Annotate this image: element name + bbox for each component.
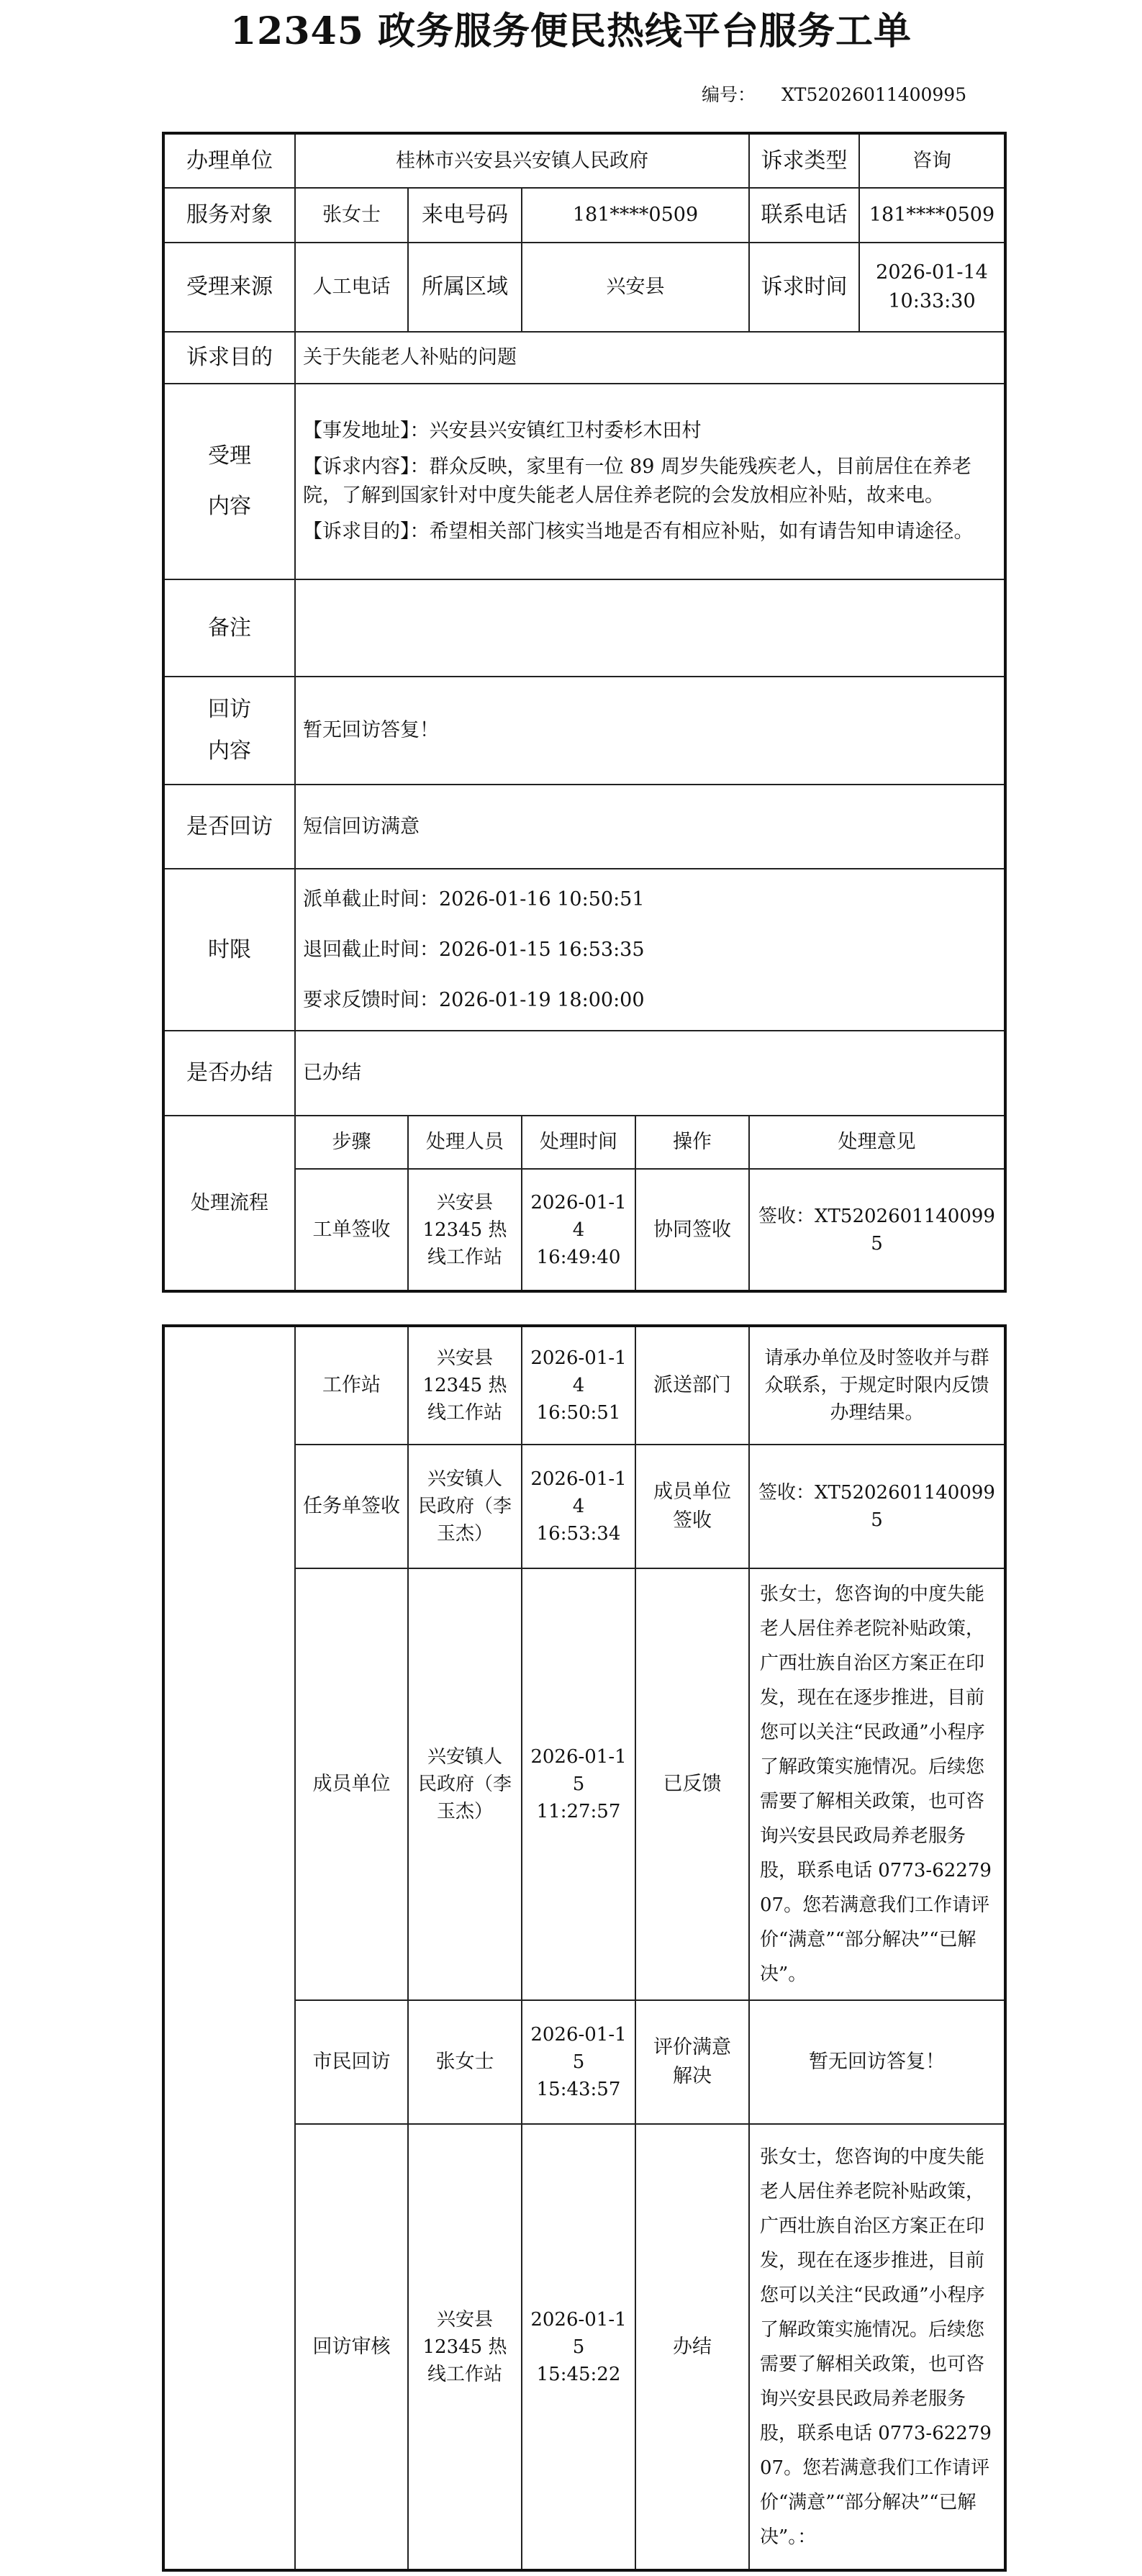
is-done-value: 已办结 — [295, 1031, 1005, 1116]
time-line: 5 — [572, 2051, 585, 2073]
time-line: 2026-01-1 — [530, 1347, 627, 1369]
process-header-person: 处理人员 — [408, 1116, 522, 1169]
area-label: 所属区域 — [408, 243, 522, 332]
person-line: 12345 热 — [422, 1219, 507, 1241]
feedback-deadline: 要求反馈时间：2026-01-19 18:00:00 — [303, 988, 645, 1011]
remark-label: 备注 — [163, 579, 295, 677]
process-person — [408, 1445, 522, 1568]
process-step: 任务单签收 — [295, 1445, 408, 1568]
page-title: 12345 政务服务便民热线平台服务工单 — [230, 9, 912, 53]
doc-number — [702, 81, 966, 109]
person-line: 兴安镇人 — [427, 1746, 502, 1768]
time-line: 16:50:51 — [536, 1402, 621, 1424]
source-label: 受理来源 — [163, 243, 295, 332]
content-address — [303, 417, 997, 446]
process-label-continued — [163, 1326, 295, 2570]
is-visit-value: 短信回访满意 — [295, 785, 1005, 869]
time-line: 5 — [572, 2336, 585, 2358]
unit-label: 办理单位 — [163, 133, 295, 188]
goal-tag: 【诉求目的】 — [303, 520, 410, 543]
person-line: 兴安县 — [436, 1347, 493, 1369]
person-line: 兴安县 — [436, 2308, 493, 2331]
process-person — [408, 1568, 522, 2000]
process-header-opinion: 处理意见 — [749, 1116, 1005, 1169]
action-line: 评价满意 — [653, 2036, 731, 2058]
visit-label — [163, 677, 295, 785]
visit-label-1: 回访 — [208, 697, 251, 722]
time-value-date: 2026-01-14 — [876, 261, 988, 284]
process-action — [635, 1445, 749, 1568]
target-value: 张女士 — [295, 188, 408, 243]
purpose-value: 关于失能老人补贴的问题 — [295, 332, 1005, 384]
process-header-step: 步骤 — [295, 1116, 408, 1169]
person-line: 玉杰） — [436, 1801, 493, 1822]
process-action: 派送部门 — [635, 1326, 749, 1445]
process-time — [522, 1169, 635, 1291]
person-line: 民政府（李 — [417, 1496, 512, 1517]
return-deadline: 退回截止时间：2026-01-15 16:53:35 — [303, 938, 645, 961]
content-detail — [303, 453, 997, 510]
process-opinion: 张女士，您咨询的中度失能老人居住养老院补贴政策，广西壮族自治区方案正在印发，现在在逐步推进，目前您可以关注“民政通”小程序了解政策实施情况。后续您需要了解相关政策，也可咨询兴安县民政局养老服务股，联系电话 0773-6227907。您若满意我们工作请评价“满意”“部分解决”“已解决”。 — [749, 1568, 1005, 2000]
content-label-2: 内容 — [208, 494, 251, 519]
process-action: 办结 — [635, 2124, 749, 2570]
time-line: 4 — [572, 1219, 585, 1241]
remark-value — [295, 579, 1005, 677]
time-value — [859, 243, 1005, 332]
time-value-time: 10:33:30 — [888, 290, 976, 312]
person-line: 线工作站 — [427, 2363, 502, 2385]
purpose-label: 诉求目的 — [163, 332, 295, 384]
process-time — [522, 1568, 635, 2000]
process-person — [408, 1326, 522, 1445]
process-step: 成员单位 — [295, 1568, 408, 2000]
process-step: 回访审核 — [295, 2124, 408, 2570]
process-action: 已反馈 — [635, 1568, 749, 2000]
type-label: 诉求类型 — [749, 133, 859, 188]
process-opinion: 张女士，您咨询的中度失能老人居住养老院补贴政策，广西壮族自治区方案正在印发，现在在逐步推进，目前您可以关注“民政通”小程序了解政策实施情况。后续您需要了解相关政策，也可咨询兴安县民政局养老服务股，联系电话 0773-6227907。您若满意我们工作请评价“满意”“部分解决”“已解决”。： — [749, 2124, 1005, 2570]
process-header-action: 操作 — [635, 1116, 749, 1169]
process-action — [635, 2000, 749, 2124]
time-line: 2026-01-1 — [530, 2308, 627, 2331]
time-line: 16:49:40 — [536, 1246, 621, 1268]
visit-value: 暂无回访答复！ — [295, 677, 1005, 785]
process-step: 工单签收 — [295, 1169, 408, 1291]
time-line: 2026-01-1 — [530, 2024, 627, 2046]
visit-label-2: 内容 — [208, 738, 251, 764]
is-done-label: 是否办结 — [163, 1031, 295, 1116]
caller-label: 来电号码 — [408, 188, 522, 243]
process-opinion: 请承办单位及时签收并与群众联系，于规定时限内反馈办理结果。 — [749, 1326, 1005, 1445]
doc-number-value: XT52026011400995 — [781, 84, 967, 105]
contact-value: 181****0509 — [859, 188, 1005, 243]
detail-tag: 【诉求内容】 — [303, 456, 410, 478]
time-line: 15:45:22 — [536, 2363, 621, 2385]
address-tag: 【事发地址】 — [303, 420, 410, 442]
process-time — [522, 2124, 635, 2570]
caller-value: 181****0509 — [522, 188, 749, 243]
content-label — [163, 384, 295, 579]
area-value: 兴安县 — [522, 243, 749, 332]
detail-text: ：群众反映，家里有一位 89 周岁失能残疾老人，目前居住在养老院，了解到国家针对中度失能老人居住养老院的会发放相应补贴，故来电。 — [303, 456, 972, 507]
content-body — [295, 384, 1005, 579]
action-line: 签收 — [673, 1509, 712, 1532]
source-value: 人工电话 — [295, 243, 408, 332]
process-time — [522, 2000, 635, 2124]
process-header-time: 处理时间 — [522, 1116, 635, 1169]
time-line: 2026-01-1 — [530, 1468, 627, 1490]
time-line: 2026-01-1 — [530, 1746, 627, 1768]
process-time — [522, 1326, 635, 1445]
is-visit-label: 是否回访 — [163, 785, 295, 869]
address-text: ：兴安县兴安镇红卫村委杉木田村 — [409, 420, 702, 442]
time-line: 5 — [572, 1773, 585, 1795]
process-step: 市民回访 — [295, 2000, 408, 2124]
deadline-label: 时限 — [163, 869, 295, 1031]
process-person — [408, 2124, 522, 2570]
deadline-body — [295, 869, 1005, 1031]
doc-number-label: 编号： — [702, 84, 756, 105]
content-goal — [303, 518, 997, 546]
time-label: 诉求时间 — [749, 243, 859, 332]
process-opinion: 签收：XT52026011400995 — [749, 1169, 1005, 1291]
process-time — [522, 1445, 635, 1568]
process-opinion: 签收：XT52026011400995 — [749, 1445, 1005, 1568]
time-line: 2026-01-1 — [530, 1191, 627, 1214]
person-line: 兴安县 — [436, 1191, 493, 1214]
target-label: 服务对象 — [163, 188, 295, 243]
process-action: 协同签收 — [635, 1169, 749, 1291]
process-person: 张女士 — [408, 2000, 522, 2124]
person-line: 玉杰） — [436, 1523, 493, 1545]
process-label: 处理流程 — [163, 1116, 295, 1291]
time-line: 4 — [572, 1375, 585, 1396]
person-line: 线工作站 — [427, 1402, 502, 1424]
person-line: 12345 热 — [422, 2336, 507, 2358]
time-line: 11:27:57 — [536, 1801, 621, 1822]
goal-text: ：希望相关部门核实当地是否有相应补贴，如有请告知申请途径。 — [409, 520, 974, 543]
unit-value: 桂林市兴安县兴安镇人民政府 — [295, 133, 749, 188]
process-step: 工作站 — [295, 1326, 408, 1445]
person-line: 民政府（李 — [417, 1773, 512, 1795]
work-order-form — [162, 132, 1007, 1293]
action-line: 成员单位 — [653, 1481, 731, 1503]
type-value: 咨询 — [859, 133, 1005, 188]
dispatch-deadline: 派单截止时间：2026-01-16 10:50:51 — [303, 887, 645, 910]
person-line: 12345 热 — [422, 1375, 507, 1396]
time-line: 4 — [572, 1496, 585, 1517]
process-opinion: 暂无回访答复！ — [749, 2000, 1005, 2124]
contact-label: 联系电话 — [749, 188, 859, 243]
time-line: 15:43:57 — [536, 2079, 621, 2100]
person-line: 线工作站 — [427, 1246, 502, 1268]
time-line: 16:53:34 — [536, 1523, 621, 1545]
action-line: 解决 — [673, 2065, 712, 2087]
process-continued-table — [162, 1324, 1007, 2572]
person-line: 兴安镇人 — [427, 1468, 502, 1490]
content-label-1: 受理 — [208, 443, 251, 469]
process-person — [408, 1169, 522, 1291]
